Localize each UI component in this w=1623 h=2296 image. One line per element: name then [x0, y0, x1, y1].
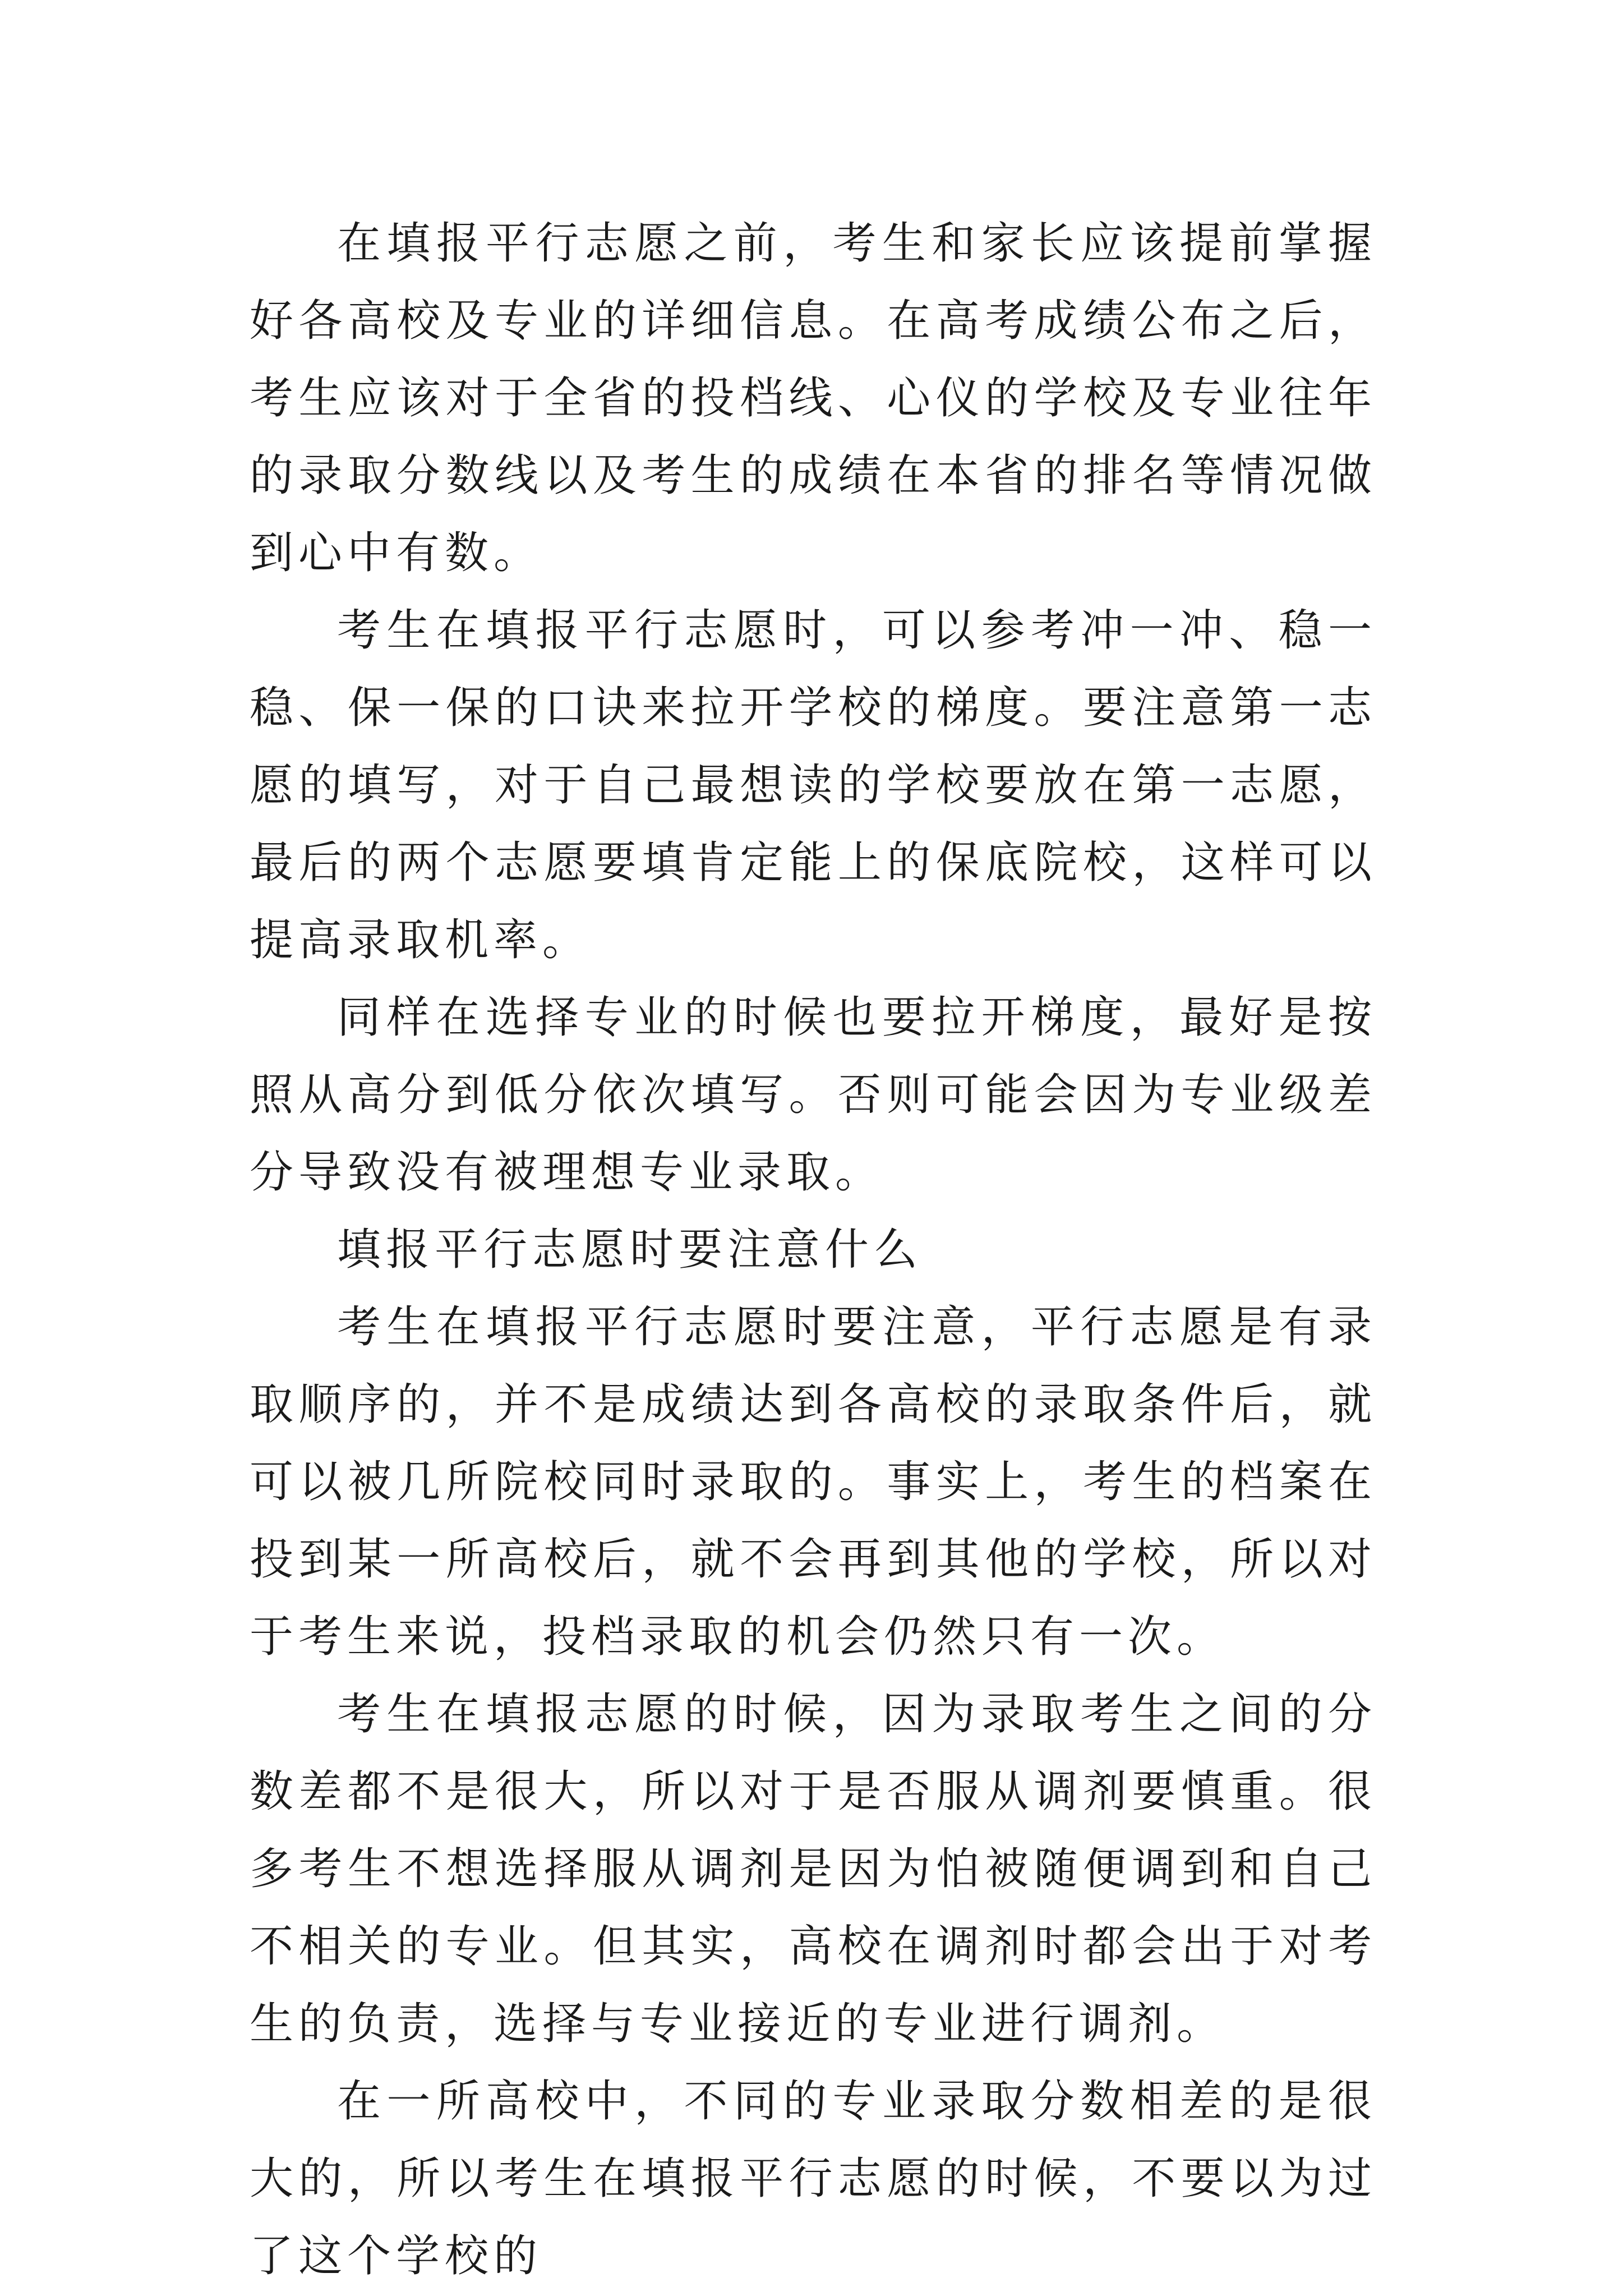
- paragraph-2: 考生在填报平行志愿时，可以参考冲一冲、稳一稳、保一保的口诀来拉开学校的梯度。要注意第一志愿的填写，对于自己最想读的学校要放在第一志愿，最后的两个志愿要填肯定能上的保底院校，这样可以提高录取机率。: [250, 605, 1377, 965]
- document-body: [250, 205, 1377, 2295]
- paragraph-4: 考生在填报平行志愿时要注意，平行志愿是有录取顺序的，并不是成绩达到各高校的录取条件后，就可以被几所院校同时录取的。事实上，考生的档案在投到某一所高校后，就不会再到其他的学校，所以对于考生来说，投档录取的机会仍然只有一次。: [250, 1302, 1377, 1662]
- paragraph-1: 在填报平行志愿之前，考生和家长应该提前掌握好各高校及专业的详细信息。在高考成绩公布之后，考生应该对于全省的投档线、心仪的学校及专业往年的录取分数线以及考生的成绩在本省的排名等情况做到心中有数。: [250, 218, 1377, 578]
- section-heading: 填报平行志愿时要注意什么: [337, 1225, 923, 1275]
- paragraph-3: 同样在选择专业的时候也要拉开梯度，最好是按照从高分到低分依次填写。否则可能会因为专业级差分导致没有被理想专业录取。: [250, 992, 1377, 1198]
- paragraph-6: 在一所高校中，不同的专业录取分数相差的是很大的，所以考生在填报平行志愿的时候，不要以为过了这个学校的: [250, 2076, 1377, 2281]
- paragraph-5: 考生在填报志愿的时候，因为录取考生之间的分数差都不是很大，所以对于是否服从调剂要慎重。很多考生不想选择服从调剂是因为怕被随便调到和自己不相关的专业。但其实，高校在调剂时都会出于对考生的负责，选择与专业接近的专业进行调剂。: [250, 1689, 1377, 2049]
